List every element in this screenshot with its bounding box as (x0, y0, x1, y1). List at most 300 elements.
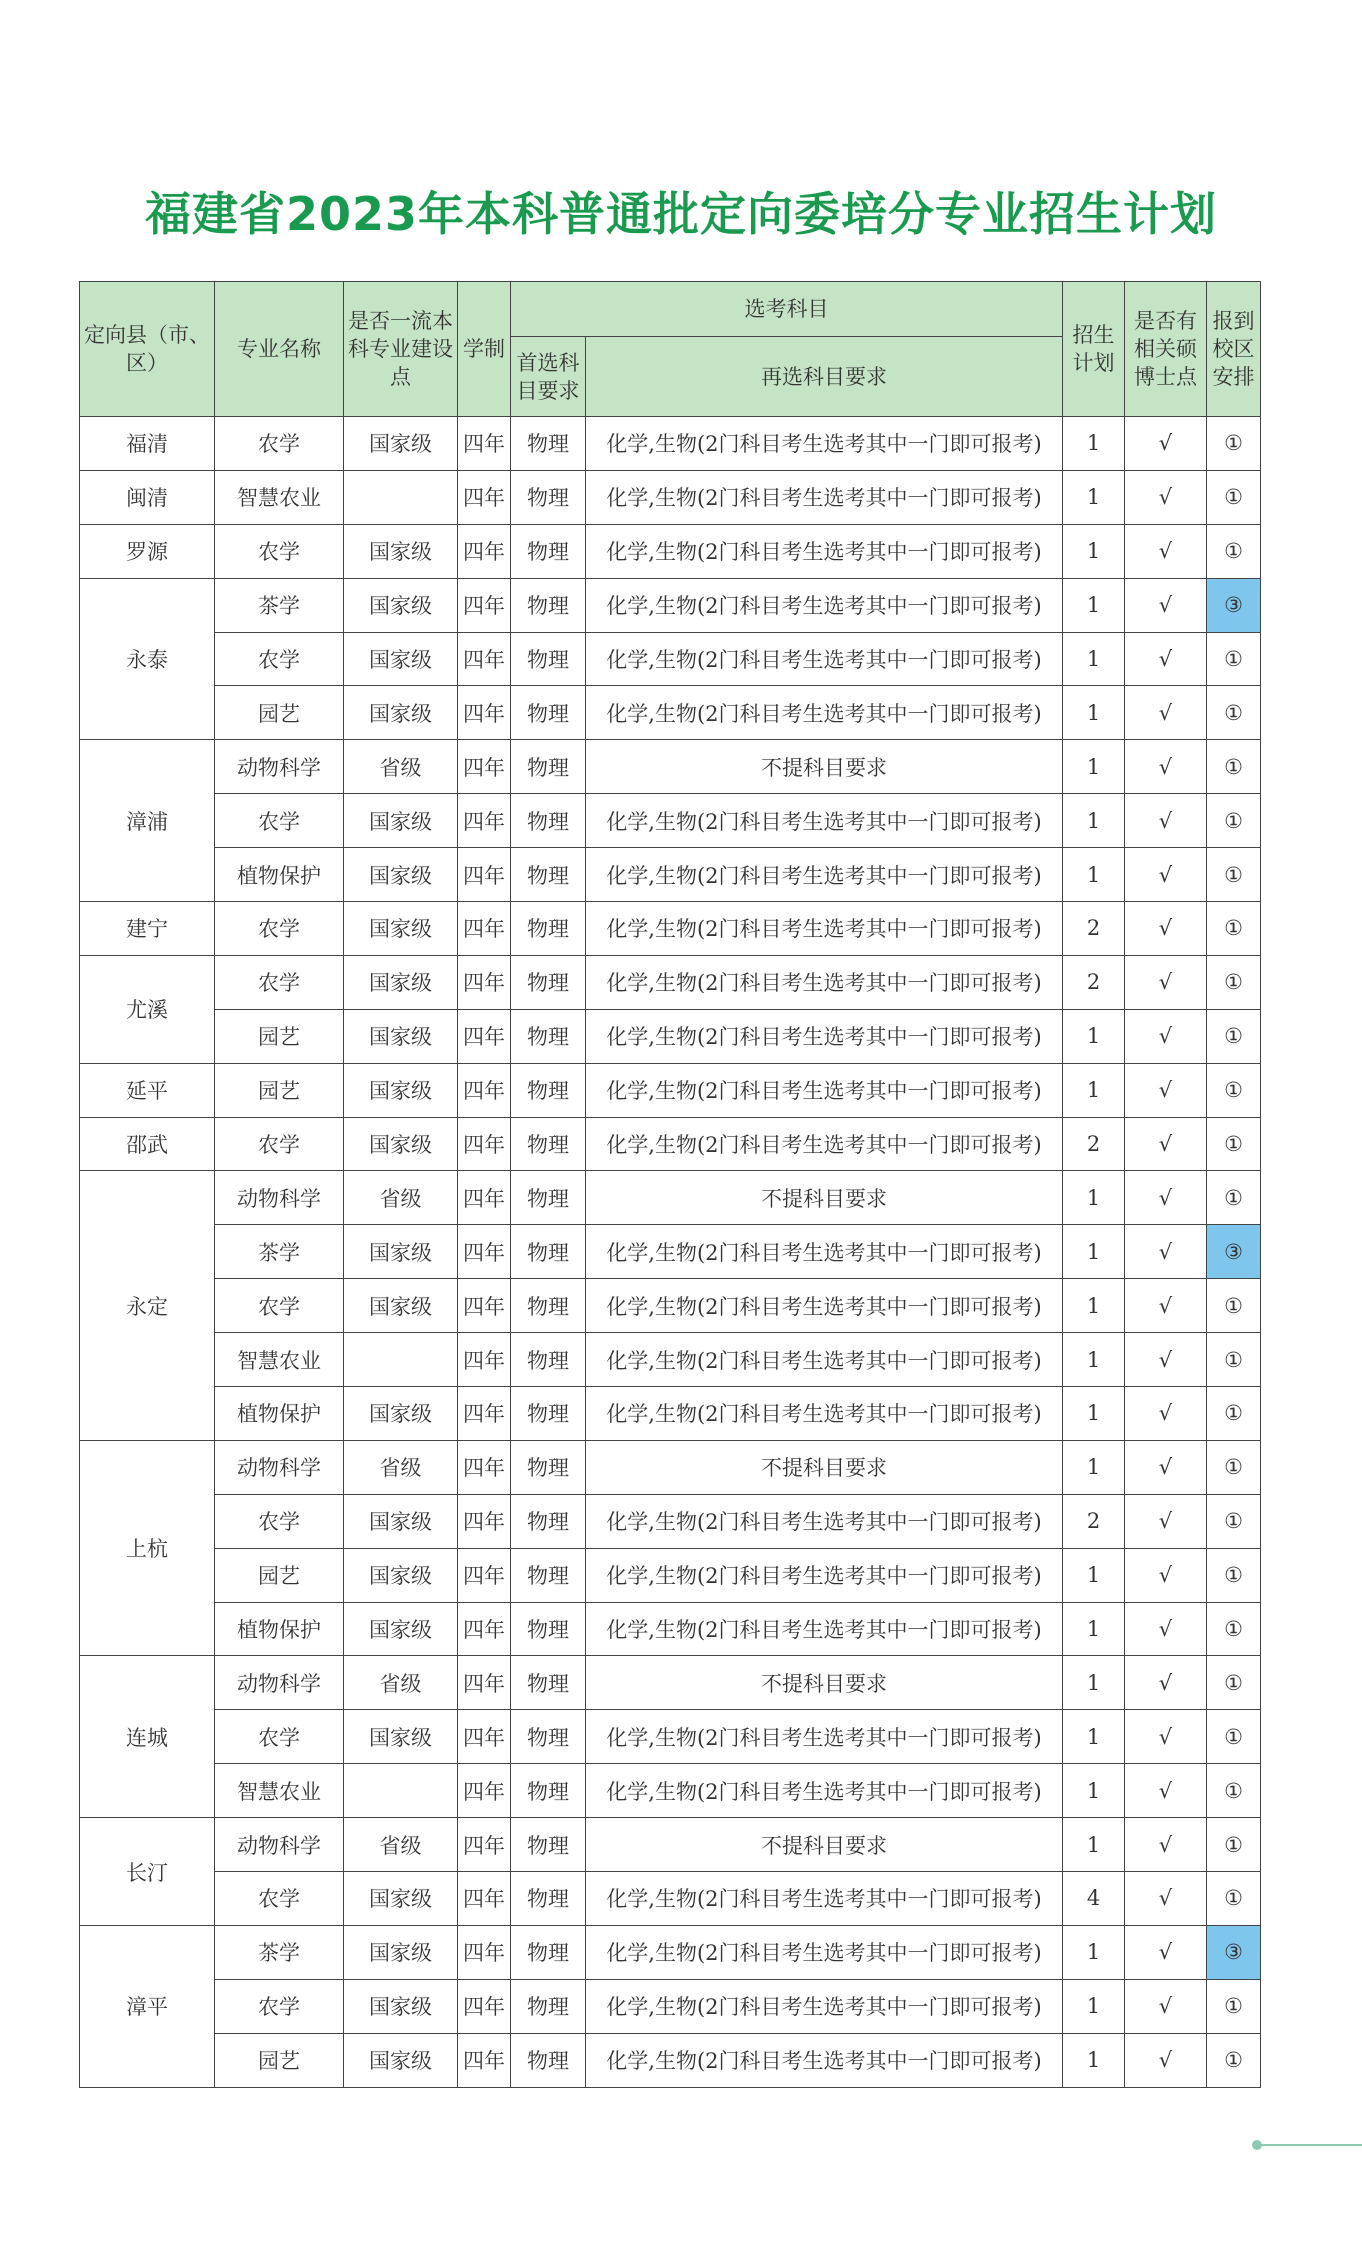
table-row (80, 1225, 1261, 1279)
header-subjects-group: 选考科目 (511, 282, 1063, 337)
campus-cell: ① (1207, 955, 1261, 1009)
plan-cell: 4 (1063, 1872, 1125, 1926)
second-subject-cell: 化学,生物(2门科目考生选考其中一门即可报考) (586, 1548, 1063, 1602)
plan-cell: 1 (1063, 1656, 1125, 1710)
first-class-cell: 国家级 (344, 1225, 458, 1279)
county-cell: 连城 (80, 1656, 215, 1818)
first-subject-cell: 物理 (511, 1225, 586, 1279)
major-cell: 动物科学 (215, 740, 344, 794)
phd-cell: √ (1125, 1333, 1207, 1387)
table-row (80, 1117, 1261, 1171)
first-class-cell: 省级 (344, 1171, 458, 1225)
duration-cell: 四年 (458, 1548, 511, 1602)
first-class-cell: 国家级 (344, 1548, 458, 1602)
second-subject-cell: 化学,生物(2门科目考生选考其中一门即可报考) (586, 578, 1063, 632)
phd-cell: √ (1125, 1387, 1207, 1441)
county-cell: 福清 (80, 417, 215, 471)
plan-cell: 1 (1063, 1440, 1125, 1494)
plan-cell: 1 (1063, 1387, 1125, 1441)
page-title: 福建省2023年本科普通批定向委培分专业招生计划 (144, 187, 1218, 241)
first-subject-cell: 物理 (511, 1656, 586, 1710)
decorative-dot (1252, 2140, 1262, 2150)
table-row (80, 686, 1261, 740)
second-subject-cell: 化学,生物(2门科目考生选考其中一门即可报考) (586, 686, 1063, 740)
second-subject-cell: 化学,生物(2门科目考生选考其中一门即可报考) (586, 848, 1063, 902)
first-class-cell: 国家级 (344, 955, 458, 1009)
first-class-cell: 国家级 (344, 1063, 458, 1117)
second-subject-cell: 化学,生物(2门科目考生选考其中一门即可报考) (586, 955, 1063, 1009)
second-subject-cell: 化学,生物(2门科目考生选考其中一门即可报考) (586, 794, 1063, 848)
plan-cell: 2 (1063, 902, 1125, 956)
campus-cell: ③ (1207, 1925, 1261, 1979)
second-subject-cell: 化学,生物(2门科目考生选考其中一门即可报考) (586, 1979, 1063, 2033)
major-cell: 动物科学 (215, 1656, 344, 1710)
first-class-cell: 国家级 (344, 1279, 458, 1333)
table-row (80, 1333, 1261, 1387)
plan-cell: 1 (1063, 578, 1125, 632)
campus-cell: ① (1207, 1979, 1261, 2033)
first-subject-cell: 物理 (511, 1710, 586, 1764)
first-subject-cell: 物理 (511, 1872, 586, 1926)
campus-cell: ① (1207, 794, 1261, 848)
major-cell: 农学 (215, 417, 344, 471)
table-row (80, 417, 1261, 471)
first-class-cell: 国家级 (344, 632, 458, 686)
second-subject-cell: 化学,生物(2门科目考生选考其中一门即可报考) (586, 1494, 1063, 1548)
table-row (80, 1764, 1261, 1818)
campus-cell: ① (1207, 1279, 1261, 1333)
plan-cell: 1 (1063, 1171, 1125, 1225)
table-row (80, 848, 1261, 902)
second-subject-cell: 化学,生物(2门科目考生选考其中一门即可报考) (586, 1925, 1063, 1979)
campus-cell: ① (1207, 902, 1261, 956)
major-cell: 农学 (215, 1979, 344, 2033)
major-cell: 农学 (215, 632, 344, 686)
phd-cell: √ (1125, 740, 1207, 794)
duration-cell: 四年 (458, 1009, 511, 1063)
phd-cell: √ (1125, 1225, 1207, 1279)
first-subject-cell: 物理 (511, 1764, 586, 1818)
table-row (80, 1818, 1261, 1872)
first-subject-cell: 物理 (511, 1818, 586, 1872)
first-subject-cell: 物理 (511, 2033, 586, 2087)
table-row (80, 955, 1261, 1009)
major-cell: 茶学 (215, 1225, 344, 1279)
plan-cell: 1 (1063, 1818, 1125, 1872)
major-cell: 植物保护 (215, 1602, 344, 1656)
table-row (80, 1602, 1261, 1656)
first-class-cell: 国家级 (344, 1009, 458, 1063)
duration-cell: 四年 (458, 1818, 511, 1872)
plan-cell: 1 (1063, 417, 1125, 471)
second-subject-cell: 不提科目要求 (586, 1818, 1063, 1872)
campus-cell: ① (1207, 1872, 1261, 1926)
plan-cell: 1 (1063, 524, 1125, 578)
major-cell: 智慧农业 (215, 1764, 344, 1818)
first-class-cell: 国家级 (344, 1387, 458, 1441)
plan-cell: 1 (1063, 686, 1125, 740)
first-class-cell: 国家级 (344, 578, 458, 632)
phd-cell: √ (1125, 1494, 1207, 1548)
first-class-cell: 省级 (344, 740, 458, 794)
county-cell: 延平 (80, 1063, 215, 1117)
first-class-cell: 国家级 (344, 686, 458, 740)
first-subject-cell: 物理 (511, 955, 586, 1009)
major-cell: 农学 (215, 1710, 344, 1764)
duration-cell: 四年 (458, 1764, 511, 1818)
major-cell: 动物科学 (215, 1440, 344, 1494)
campus-cell: ① (1207, 1764, 1261, 1818)
second-subject-cell: 化学,生物(2门科目考生选考其中一门即可报考) (586, 1279, 1063, 1333)
table-row (80, 1063, 1261, 1117)
major-cell: 农学 (215, 524, 344, 578)
phd-cell: √ (1125, 1872, 1207, 1926)
duration-cell: 四年 (458, 417, 511, 471)
plan-cell: 1 (1063, 1710, 1125, 1764)
first-subject-cell: 物理 (511, 1602, 586, 1656)
table-row (80, 2033, 1261, 2087)
table-row (80, 632, 1261, 686)
plan-cell: 1 (1063, 1764, 1125, 1818)
first-subject-cell: 物理 (511, 1494, 586, 1548)
phd-cell: √ (1125, 1440, 1207, 1494)
first-subject-cell: 物理 (511, 470, 586, 524)
major-cell: 动物科学 (215, 1171, 344, 1225)
duration-cell: 四年 (458, 686, 511, 740)
county-cell: 闽清 (80, 470, 215, 524)
major-cell: 农学 (215, 1872, 344, 1926)
phd-cell: √ (1125, 578, 1207, 632)
duration-cell: 四年 (458, 1225, 511, 1279)
plan-cell: 1 (1063, 1063, 1125, 1117)
campus-cell: ① (1207, 1818, 1261, 1872)
first-class-cell: 省级 (344, 1656, 458, 1710)
phd-cell: √ (1125, 1602, 1207, 1656)
table-row (80, 470, 1261, 524)
table-row (80, 1710, 1261, 1764)
major-cell: 园艺 (215, 1009, 344, 1063)
major-cell: 农学 (215, 1279, 344, 1333)
plan-cell: 1 (1063, 632, 1125, 686)
table-row (80, 1279, 1261, 1333)
campus-cell: ① (1207, 1009, 1261, 1063)
second-subject-cell: 化学,生物(2门科目考生选考其中一门即可报考) (586, 1225, 1063, 1279)
first-class-cell: 国家级 (344, 1602, 458, 1656)
phd-cell: √ (1125, 1818, 1207, 1872)
duration-cell: 四年 (458, 1872, 511, 1926)
plan-cell: 1 (1063, 1333, 1125, 1387)
plan-cell: 1 (1063, 1602, 1125, 1656)
major-cell: 农学 (215, 1494, 344, 1548)
county-cell: 永定 (80, 1171, 215, 1440)
phd-cell: √ (1125, 686, 1207, 740)
second-subject-cell: 不提科目要求 (586, 740, 1063, 794)
campus-cell: ① (1207, 1171, 1261, 1225)
campus-cell: ① (1207, 417, 1261, 471)
major-cell: 农学 (215, 902, 344, 956)
first-subject-cell: 物理 (511, 1548, 586, 1602)
second-subject-cell: 化学,生物(2门科目考生选考其中一门即可报考) (586, 1063, 1063, 1117)
plan-cell: 2 (1063, 955, 1125, 1009)
header-first-class: 是否一流本科专业建设点 (344, 282, 458, 417)
first-subject-cell: 物理 (511, 1387, 586, 1441)
header-first-subject: 首选科目要求 (511, 337, 586, 417)
header-plan: 招生计划 (1063, 282, 1125, 417)
first-class-cell: 国家级 (344, 1710, 458, 1764)
major-cell: 园艺 (215, 686, 344, 740)
plan-cell: 1 (1063, 1979, 1125, 2033)
table-row (80, 1009, 1261, 1063)
plan-cell: 1 (1063, 794, 1125, 848)
campus-cell: ① (1207, 1440, 1261, 1494)
first-subject-cell: 物理 (511, 794, 586, 848)
first-class-cell: 国家级 (344, 1979, 458, 2033)
county-cell: 永泰 (80, 578, 215, 740)
duration-cell: 四年 (458, 470, 511, 524)
duration-cell: 四年 (458, 524, 511, 578)
duration-cell: 四年 (458, 1925, 511, 1979)
table-row (80, 1925, 1261, 1979)
table-row (80, 1872, 1261, 1926)
phd-cell: √ (1125, 2033, 1207, 2087)
campus-cell: ① (1207, 1333, 1261, 1387)
phd-cell: √ (1125, 902, 1207, 956)
duration-cell: 四年 (458, 1602, 511, 1656)
second-subject-cell: 化学,生物(2门科目考生选考其中一门即可报考) (586, 902, 1063, 956)
plan-cell: 1 (1063, 848, 1125, 902)
duration-cell: 四年 (458, 1063, 511, 1117)
plan-cell: 1 (1063, 1009, 1125, 1063)
second-subject-cell: 化学,生物(2门科目考生选考其中一门即可报考) (586, 1764, 1063, 1818)
major-cell: 智慧农业 (215, 1333, 344, 1387)
second-subject-cell: 化学,生物(2门科目考生选考其中一门即可报考) (586, 1387, 1063, 1441)
campus-cell: ③ (1207, 578, 1261, 632)
plan-cell: 1 (1063, 1925, 1125, 1979)
campus-cell: ① (1207, 740, 1261, 794)
decorative-line (1256, 2144, 1362, 2146)
phd-cell: √ (1125, 1925, 1207, 1979)
first-class-cell (344, 1764, 458, 1818)
campus-cell: ① (1207, 2033, 1261, 2087)
first-class-cell: 国家级 (344, 1925, 458, 1979)
first-subject-cell: 物理 (511, 1117, 586, 1171)
campus-cell: ① (1207, 1063, 1261, 1117)
first-class-cell: 国家级 (344, 524, 458, 578)
major-cell: 茶学 (215, 578, 344, 632)
phd-cell: √ (1125, 1710, 1207, 1764)
phd-cell: √ (1125, 955, 1207, 1009)
major-cell: 植物保护 (215, 848, 344, 902)
table-body (80, 417, 1261, 2088)
table-row (80, 524, 1261, 578)
first-class-cell (344, 470, 458, 524)
first-subject-cell: 物理 (511, 848, 586, 902)
second-subject-cell: 化学,生物(2门科目考生选考其中一门即可报考) (586, 1333, 1063, 1387)
second-subject-cell: 化学,生物(2门科目考生选考其中一门即可报考) (586, 1710, 1063, 1764)
phd-cell: √ (1125, 417, 1207, 471)
duration-cell: 四年 (458, 578, 511, 632)
first-subject-cell: 物理 (511, 686, 586, 740)
table-row (80, 1656, 1261, 1710)
first-subject-cell: 物理 (511, 578, 586, 632)
campus-cell: ① (1207, 470, 1261, 524)
second-subject-cell: 化学,生物(2门科目考生选考其中一门即可报考) (586, 1872, 1063, 1926)
duration-cell: 四年 (458, 1656, 511, 1710)
phd-cell: √ (1125, 1063, 1207, 1117)
first-subject-cell: 物理 (511, 1333, 586, 1387)
phd-cell: √ (1125, 1548, 1207, 1602)
duration-cell: 四年 (458, 1171, 511, 1225)
first-subject-cell: 物理 (511, 902, 586, 956)
duration-cell: 四年 (458, 632, 511, 686)
phd-cell: √ (1125, 1279, 1207, 1333)
county-cell: 建宁 (80, 902, 215, 956)
duration-cell: 四年 (458, 1979, 511, 2033)
county-cell: 罗源 (80, 524, 215, 578)
major-cell: 智慧农业 (215, 470, 344, 524)
first-subject-cell: 物理 (511, 740, 586, 794)
major-cell: 园艺 (215, 1548, 344, 1602)
first-subject-cell: 物理 (511, 1063, 586, 1117)
plan-cell: 1 (1063, 1548, 1125, 1602)
header-major: 专业名称 (215, 282, 344, 417)
duration-cell: 四年 (458, 1440, 511, 1494)
first-class-cell: 国家级 (344, 1117, 458, 1171)
first-class-cell: 国家级 (344, 848, 458, 902)
campus-cell: ① (1207, 524, 1261, 578)
major-cell: 园艺 (215, 1063, 344, 1117)
table-row (80, 578, 1261, 632)
major-cell: 农学 (215, 955, 344, 1009)
duration-cell: 四年 (458, 1333, 511, 1387)
major-cell: 农学 (215, 1117, 344, 1171)
second-subject-cell: 化学,生物(2门科目考生选考其中一门即可报考) (586, 524, 1063, 578)
header-county: 定向县（市、区） (80, 282, 215, 417)
second-subject-cell: 化学,生物(2门科目考生选考其中一门即可报考) (586, 417, 1063, 471)
duration-cell: 四年 (458, 1279, 511, 1333)
table-row (80, 1171, 1261, 1225)
table-row (80, 1387, 1261, 1441)
second-subject-cell: 不提科目要求 (586, 1656, 1063, 1710)
plan-cell: 1 (1063, 1225, 1125, 1279)
table-row (80, 794, 1261, 848)
duration-cell: 四年 (458, 794, 511, 848)
second-subject-cell: 化学,生物(2门科目考生选考其中一门即可报考) (586, 1117, 1063, 1171)
campus-cell: ① (1207, 632, 1261, 686)
phd-cell: √ (1125, 470, 1207, 524)
first-subject-cell: 物理 (511, 1171, 586, 1225)
first-class-cell: 国家级 (344, 417, 458, 471)
first-class-cell: 省级 (344, 1818, 458, 1872)
table-row (80, 1979, 1261, 2033)
county-cell: 尤溪 (80, 955, 215, 1063)
first-class-cell: 省级 (344, 1440, 458, 1494)
county-cell: 上杭 (80, 1440, 215, 1656)
phd-cell: √ (1125, 1171, 1207, 1225)
campus-cell: ① (1207, 1117, 1261, 1171)
campus-cell: ① (1207, 686, 1261, 740)
table-row (80, 740, 1261, 794)
first-subject-cell: 物理 (511, 1925, 586, 1979)
major-cell: 茶学 (215, 1925, 344, 1979)
enrollment-plan-table (79, 281, 1261, 2088)
first-subject-cell: 物理 (511, 1279, 586, 1333)
first-subject-cell: 物理 (511, 1009, 586, 1063)
campus-cell: ① (1207, 1710, 1261, 1764)
second-subject-cell: 化学,生物(2门科目考生选考其中一门即可报考) (586, 1009, 1063, 1063)
duration-cell: 四年 (458, 848, 511, 902)
phd-cell: √ (1125, 632, 1207, 686)
second-subject-cell: 化学,生物(2门科目考生选考其中一门即可报考) (586, 632, 1063, 686)
county-cell: 漳浦 (80, 740, 215, 902)
table-row (80, 1494, 1261, 1548)
duration-cell: 四年 (458, 1387, 511, 1441)
plan-cell: 2 (1063, 1494, 1125, 1548)
header-second-subject: 再选科目要求 (586, 337, 1063, 417)
header-phd: 是否有相关硕博士点 (1125, 282, 1207, 417)
phd-cell: √ (1125, 524, 1207, 578)
campus-cell: ① (1207, 848, 1261, 902)
duration-cell: 四年 (458, 902, 511, 956)
major-cell: 园艺 (215, 2033, 344, 2087)
phd-cell: √ (1125, 1009, 1207, 1063)
first-subject-cell: 物理 (511, 1440, 586, 1494)
first-class-cell: 国家级 (344, 2033, 458, 2087)
campus-cell: ① (1207, 1602, 1261, 1656)
plan-cell: 2 (1063, 1117, 1125, 1171)
first-subject-cell: 物理 (511, 1979, 586, 2033)
duration-cell: 四年 (458, 1710, 511, 1764)
phd-cell: √ (1125, 848, 1207, 902)
county-cell: 长汀 (80, 1818, 215, 1926)
phd-cell: √ (1125, 794, 1207, 848)
table-row (80, 1440, 1261, 1494)
plan-cell: 1 (1063, 2033, 1125, 2087)
table-row (80, 902, 1261, 956)
campus-cell: ① (1207, 1656, 1261, 1710)
table-row (80, 1548, 1261, 1602)
first-class-cell: 国家级 (344, 794, 458, 848)
plan-cell: 1 (1063, 740, 1125, 794)
duration-cell: 四年 (458, 740, 511, 794)
campus-cell: ① (1207, 1387, 1261, 1441)
second-subject-cell: 化学,生物(2门科目考生选考其中一门即可报考) (586, 2033, 1063, 2087)
first-subject-cell: 物理 (511, 524, 586, 578)
first-class-cell: 国家级 (344, 902, 458, 956)
phd-cell: √ (1125, 1117, 1207, 1171)
duration-cell: 四年 (458, 1494, 511, 1548)
second-subject-cell: 不提科目要求 (586, 1440, 1063, 1494)
second-subject-cell: 不提科目要求 (586, 1171, 1063, 1225)
major-cell: 动物科学 (215, 1818, 344, 1872)
campus-cell: ③ (1207, 1225, 1261, 1279)
phd-cell: √ (1125, 1656, 1207, 1710)
phd-cell: √ (1125, 1764, 1207, 1818)
duration-cell: 四年 (458, 2033, 511, 2087)
first-class-cell (344, 1333, 458, 1387)
county-cell: 漳平 (80, 1925, 215, 2087)
first-subject-cell: 物理 (511, 632, 586, 686)
header-duration: 学制 (458, 282, 511, 417)
campus-cell: ① (1207, 1548, 1261, 1602)
first-subject-cell: 物理 (511, 417, 586, 471)
major-cell: 植物保护 (215, 1387, 344, 1441)
second-subject-cell: 化学,生物(2门科目考生选考其中一门即可报考) (586, 1602, 1063, 1656)
plan-cell: 1 (1063, 1279, 1125, 1333)
header-campus: 报到校区安排 (1207, 282, 1261, 417)
phd-cell: √ (1125, 1979, 1207, 2033)
second-subject-cell: 化学,生物(2门科目考生选考其中一门即可报考) (586, 470, 1063, 524)
